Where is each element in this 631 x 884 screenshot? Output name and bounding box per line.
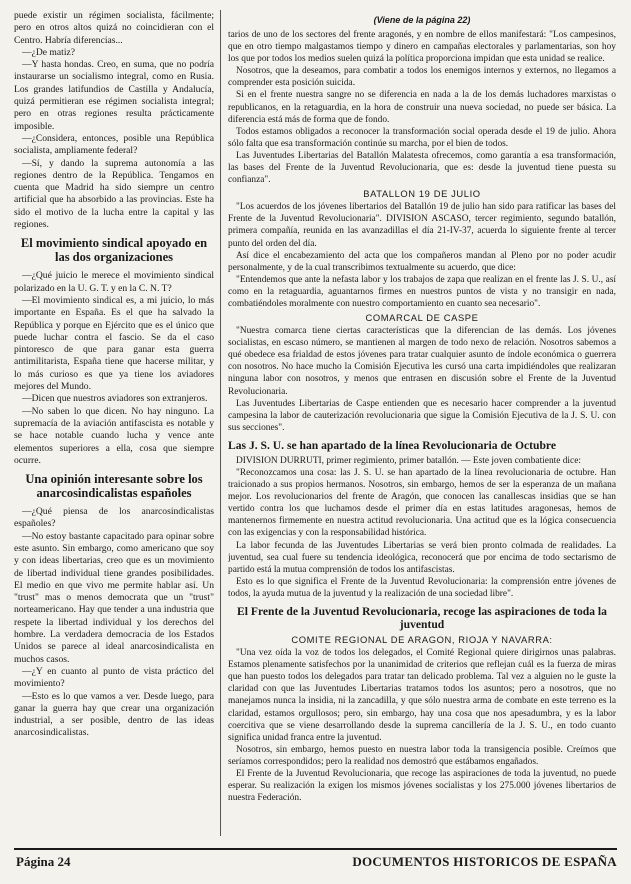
paragraph: —El movimiento sindical es, a mi juicio, lo más importante en España. Es el que ha salvado la República y porque en Ejército que es el único que puede luchar contra el fascio. Se da el caso pintoresco de que para ganar esta guerra antimilitarista, España tiene que hacerse militar, y lo más curioso es que ya tiene los aviadores mejores del Mundo. [14, 294, 214, 393]
column-divider [220, 10, 221, 836]
paragraph: —Esto es lo que vamos a ver. Desde luego, para ganar la guerra hay que crear una organización industrial, a ser posible, dentro de las ideas anarcosindicalistas. [14, 690, 214, 739]
paragraph: Nosotros, que la deseamos, para combatir a todos los enemigos internos y externos, no llegamos a comprender esta posición suicida. [228, 66, 616, 89]
paragraph: —¿Y en cuanto al punto de vista práctico del movimiento? [14, 665, 214, 690]
page-number: Página 24 [16, 854, 71, 869]
paragraph: Esto es lo que significa el Frente de la Juventud Revolucionaria: la comprensión entre jóvenes de todos, la ayuda mutua de la juventud y la realización de una sociedad libre". [228, 576, 616, 599]
subheading: BATALLON 19 DE JULIO [363, 188, 481, 200]
section-heading: Una opinión interesante sobre los anarcosindicalistas españoles [25, 472, 203, 501]
paragraph: Todos estamos obligados a reconocer la transformación social operada desde el 19 de julio. Ahora sólo falta que esa transformación continúe su marcha, por el bien de todos. [228, 126, 616, 149]
paragraph: —¿Qué juicio le merece el movimiento sindical polarizado en la U. G. T. y en la C. N. T? [14, 270, 214, 294]
subheading: COMARCAL DE CASPE [365, 312, 479, 324]
paragraph: Las Juventudes Libertarias de Caspe entienden que es necesario hacer comprender a la juventud campesina la labor de cauterización revolucionaria que sigue la Comisión Ejecutiva de la J. S. U. con sus secciones". [228, 398, 616, 433]
publication-title: DOCUMENTOS HISTORICOS DE ESPAÑA [352, 854, 617, 869]
section-heading: El Frente de la Juventud Revolucionaria, recoge las aspiraciones de toda la juventud [237, 605, 607, 632]
right-column [228, 10, 616, 842]
paragraph: tarios de uno de los sectores del frente aragonés, y en nombre de ellos manifestará: "Los campesinos, que en otro tiempo malgastamos tiempo y dinero en campañas electorales y parlamentarias, son hoy los que por todos los medios suelen quizá la política proporciona impidan que esta unidad se realice. [228, 30, 616, 65]
continued-from [228, 10, 616, 28]
paragraph: "Los acuerdos de los jóvenes libertarios del Batallón 19 de julio han sido para ratificar las bases del Frente de la Juventud Revolucionaria". DIVISION ASCASO, tercer regimiento, segundo batallón, primera compañía, reunida en las avanzadillas el día 21-IV-37, acuerda lo siguiente frente al tercer punto del orden del día. [228, 202, 616, 249]
paragraph: —Y hasta hondas. Creo, en suma, que no podría instaurarse un socialismo integral, como en Rusia. Los grandes latifundios de Castilla y Andalucía, quizá permitieran ese régimen socialista integral; pero en otras regiones resulta prácticamente imposible. [14, 59, 214, 132]
paragraph: Las Juventudes Libertarias del Batallón Malatesta ofrecemos, como garantía a esa transformación, las bases del Frente de la Juventud Revolucionaria, que es: desde la juventud tiene puesta su confianza". [228, 150, 616, 186]
left-column [14, 10, 214, 842]
paragraph: "Nuestra comarca tiene ciertas características que la diferencian de las demás. Los jóvenes socialistas, en escaso número, se mantienen al margen de todo nexo de relación. Nosotros sabemos a qué obedece esa frialdad de estos jóvenes para tratar cualquier asunto de índole económica o guerrera con nosotros. No hace mucho la Comisión Ejecutiva les cursó una carta impidiéndoles que realizaran ninguna labor con nosotros, y menos que entrasen en discusión sobre el Frente de la Juventud Revolucionaria. [228, 326, 616, 397]
paragraph: —Sí, y dando la suprema autonomía a las regiones dentro de la República. Tengamos en cuenta que Madrid ha sido siempre un centro artificial que ha absorbido a las provincias. Este ha sido el motivo de la lucha entre la capital y las regiones. [14, 157, 214, 231]
section-heading: El movimiento sindical apoyado en las dos organizaciones [20, 236, 208, 265]
footer-rule [14, 848, 617, 850]
continued-tag: (Viene de la página 22) [373, 15, 471, 25]
paragraph: —¿Considera, entonces, posible una República socialista, ampliamente federal? [14, 132, 214, 157]
paragraph: puede existir un régimen socialista, fácilmente; pero en otros altos quizá no coincidieran con el Centro. Habría diferencias... [14, 10, 214, 46]
paragraph: —Dicen que nuestros aviadores son extranjeros. [22, 393, 208, 405]
paragraph: "Una vez oída la voz de todos los delegados, el Comité Regional quiere dirigirnos unas palabras. Estamos plenamente satisfechos por la unanimidad de criterios que reflejan cuál es la fuerza de miras que han puesto todos los delegados para tratar tan delicado problema. Tal vez a alguien no le guste la claridad con que las Juventudes Libertarias tratamos todos los asuntos; pero a nosotros, que no manejamos nunca la insidia, ni la zancadilla, y que sólo nuestra arma de combate en este terreno es la claridad, estamos orgullosos; pero, sin embargo, hay una cosa que nos apesadumbra, y es la labor coercitiva que se viene desarrollando desde la suprema cancillería de la J. S. U., en todo cuanto significa unidad franca entre la juventud. [228, 648, 616, 743]
paragraph: "Entendemos que ante la nefasta labor y los trabajos de zapa que realizan en el frente las J. S. U., así como en la retaguardia, aguantarnos firmes en nuestros puntos de vista y no transigir en nada, combatiéndoles moralmente con nuestro comportamiento en cuanto sea necesario". [228, 274, 616, 309]
paragraph: Si en el frente nuestra sangre no se diferencia en nada a la de los demás luchadores marxistas o republicanos, en la retaguardia, en la hora de construir una nueva sociedad, no puede ser básica. La diferencia está más de forma que de fondo. [228, 90, 616, 125]
paragraph: —No saben lo que dicen. No hay ninguno. La supremacía de la aviación antifascista es notable y se hace notable cuando lucha y vence ante elementos superiores a ella, cosa que siempre ocurre. [14, 405, 214, 466]
paragraph: DIVISION DURRUTI, primer regimiento, primer batallón. — Este joven combatiente dice: [236, 455, 581, 466]
paragraph: La labor fecunda de las Juventudes Libertarias se verá bien pronto colmada de realidades. La juventud, sea cual fuere su tendencia ideológica, reconocerá que por encima de todo sectarismo de partido está la mutua comprensión de todos los antifascistas. [228, 540, 616, 575]
paragraph: El Frente de la Juventud Revolucionaria, que recoge las aspiraciones de toda la juventud, no puede esperar. Su realización la exigen los mismos jóvenes socialistas y los 275.000 jóvenes libertarios de nuestra Federación. [228, 768, 616, 804]
subheading: COMITE REGIONAL DE ARAGON, RIOJA Y NAVARRA: [291, 634, 553, 646]
section-heading: Las J. S. U. se han apartado de la línea Revolucionaria de Octubre [228, 438, 556, 452]
paragraph: —No estoy bastante capacitado para opinar sobre este asunto. Sin embargo, como americano que soy y con ideas libertarias, creo que es un movimiento de libertad individual tiene grandes posibilidades. El medio en que vivo me permite hablar así. Un "trust" mas o menos democrata que un "trust" norteamericano. Hay que tender a una industria que respete la libertad individual y los derechos del hombre. La verdadera democracia de los Estados Unidos se parece al ideal anarcosindicalista en muchos casos. [14, 530, 214, 665]
paragraph: —¿De matiz? [22, 46, 76, 58]
paragraph: Nosotros, sin embargo, hemos puesto en nuestra labor toda la transigencia posible. Creímos que seríamos correspondidos; pero la realidad nos demostró que estábamos engañados. [228, 744, 616, 767]
paragraph: Así dice el encabezamiento del acta que los compañeros mandan al Pleno por no poder acudir personalmente, y de la cual transcribimos textualmente su acuerdo, que dice: [228, 250, 616, 273]
paragraph: "Reconozcamos una cosa: las J. S. U. se han apartado de la línea revolucionaria de octubre. Han traicionado a sus propios hermanos. Nosotros, sin embargo, hemos de ser la esperanza de un mañana mejor. Los revolucionarios del frente de Aragón, que conocen las canallescas insidias que se han vertido contra los que luchamos desde el primer día en estas latitudes aragonesas, hemos de mantenernos firmemente en nuestra actitud revolucionaria. Una actitud que es la lógica consecuencia con las exigencias y con la responsabilidad histórica. [228, 468, 616, 539]
paragraph: —¿Qué piensa de los anarcosindicalistas españoles? [14, 506, 214, 530]
